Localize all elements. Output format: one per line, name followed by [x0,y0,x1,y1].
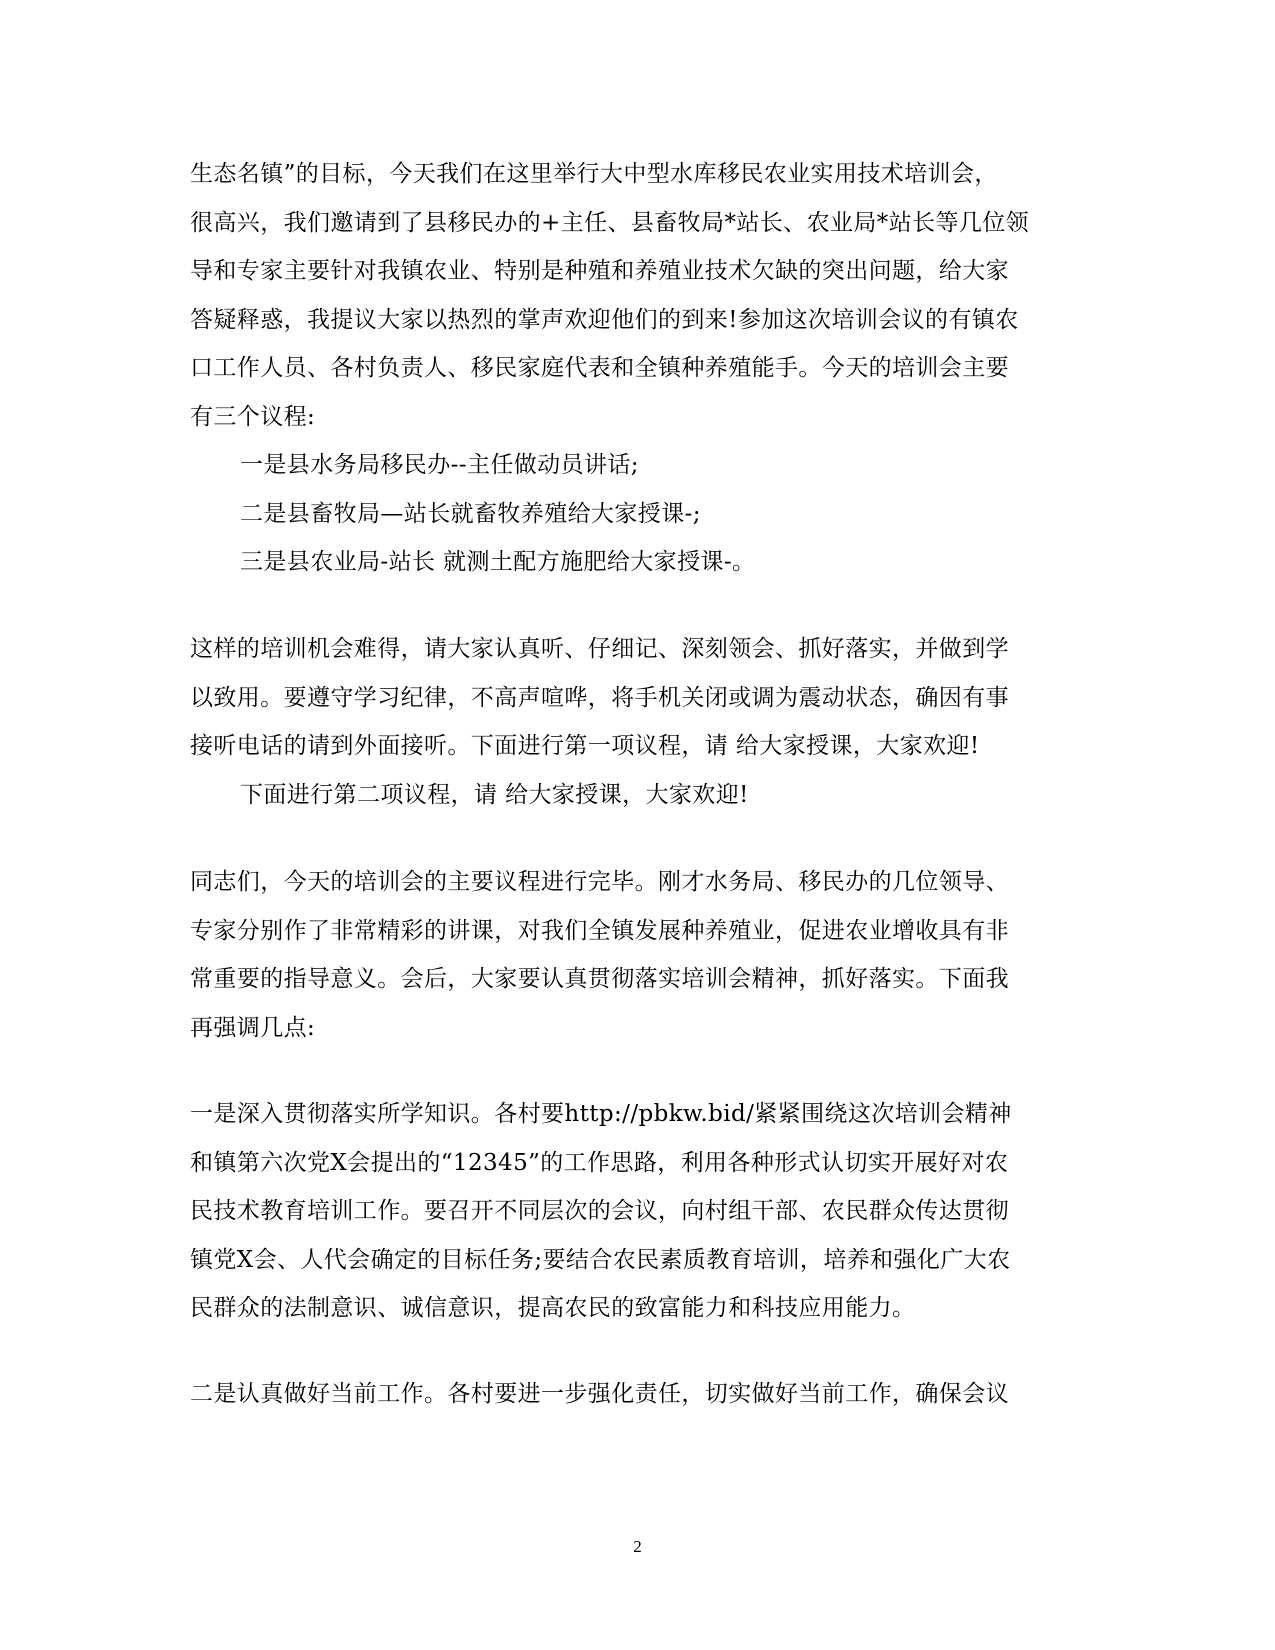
text-line: 以致用。要遵守学习纪律，不高声喧哗，将手机关闭或调为震动状态，确因有事 [190,684,1009,711]
text-line: 生态名镇”的目标，今天我们在这里举行大中型水库移民农业实用技术培训会， [190,161,998,187]
text-line: 这样的培训机会难得，请大家认真听、仔细记、深刻领会、抓好落实，并做到学 [190,636,1009,662]
paragraph-discipline [190,625,1070,819]
text-line: 一是深入贯彻落实所学知识。各村要http://pbkw.bid/紧紧围绕这次培训会精神 [190,1101,1012,1127]
text-line: 同志们，今天的培训会的主要议程进行完毕。刚才水务局、移民办的几位领导、 [190,869,1009,895]
paragraph-intro [190,150,1070,441]
text-line: 导和专家主要针对我镇农业、特别是种殖和养殖业技术欠缺的突出问题，给大家 [190,258,1009,284]
paragraph-point-two [190,1370,1070,1419]
text-line: 民群众的法制意识、诚信意识，提高农民的致富能力和科技应用能力。 [190,1295,916,1321]
agenda-item: 三是县农业局-站长 就测土配方施肥给大家授课-。 [240,549,756,575]
text-line: 常重要的指导意义。会后，大家要认真贯彻落实培训会精神，抓好落实。下面我 [190,966,1009,992]
page-number: 2 [633,1537,642,1556]
text-line: 民技术教育培训工作。要召开不同层次的会议，向村组干部、农民群众传达贯彻 [190,1198,1009,1224]
text-line: 镇党X会、人代会确定的目标任务;要结合农民素质教育培训，培养和强化广大农 [190,1246,1011,1273]
text-line: 二是认真做好当前工作。各村要进一步强化责任，切实做好当前工作，确保会议 [190,1381,1009,1407]
text-line: 再强调几点: [190,1014,316,1041]
text-line: 答疑释惑，我提议大家以热烈的掌声欢迎他们的到来!参加这次培训会议的有镇农 [190,306,1019,333]
text-line: 接听电话的请到外面接听。下面进行第一项议程，请 给大家授课，大家欢迎! [190,733,980,759]
text-line: 专家分别作了非常精彩的讲课，对我们全镇发展种养殖业，促进农业增收具有非 [190,917,1009,944]
text-line: 口工作人员、各村负责人、移民家庭代表和全镇种养殖能手。今天的培训会主要 [190,355,1009,381]
text-line: 下面进行第二项议程，请 给大家授课，大家欢迎! [240,781,749,808]
agenda-item: 二是县畜牧局—站长就畜牧养殖给大家授课-; [240,500,701,527]
text-line: 和镇第六次党X会提出的“12345”的工作思路，利用各种形式认切实开展好对农 [190,1149,1009,1176]
agenda-item: 一是县水务局移民办--主任做动员讲话; [240,452,639,478]
paragraph-summary [190,858,1070,1052]
text-line: 很高兴，我们邀请到了县移民办的+主任、县畜牧局*站长、农业局*站长等几位领 [190,209,1030,236]
paragraph-point-one [190,1090,1070,1333]
agenda-list [190,441,1070,587]
text-line: 有三个议程: [190,403,316,430]
